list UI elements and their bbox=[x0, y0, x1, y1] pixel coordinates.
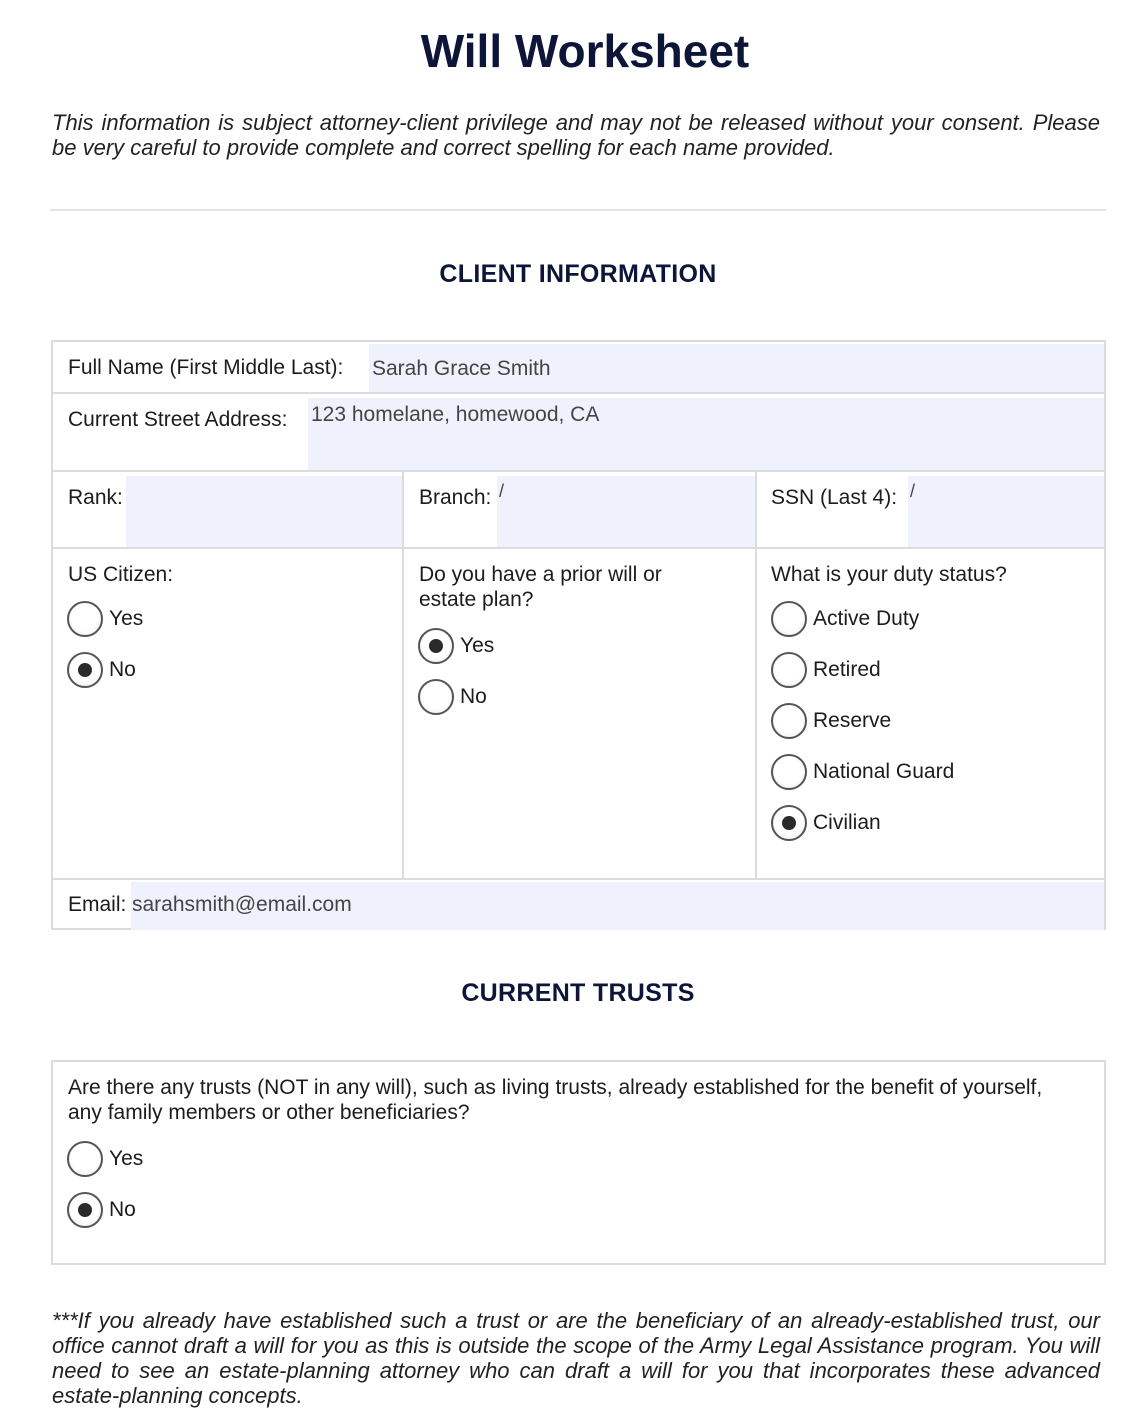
trusts-question: Are there any trusts (NOT in any will), such as living trusts, already established for the benefit of yourself, any family members or other beneficiaries? bbox=[68, 1076, 1043, 1124]
trusts-yes-label: Yes bbox=[109, 1147, 144, 1170]
current-trusts-heading: CURRENT TRUSTS bbox=[461, 979, 695, 1007]
rank-label: Rank: bbox=[68, 486, 123, 509]
duty-reserve-label: Reserve bbox=[813, 709, 892, 732]
divider bbox=[50, 209, 1106, 211]
citizen-no-radio[interactable] bbox=[67, 650, 136, 690]
radio-circle-icon bbox=[771, 601, 807, 637]
citizen-yes-radio[interactable] bbox=[67, 599, 143, 639]
radio-selected-icon bbox=[67, 1192, 103, 1228]
rank-cell bbox=[53, 472, 404, 547]
intro-text: This information is subject attorney-client privilege and may not be released without your consent. Please be very careful to provide complete and correct spelling for each name provided. bbox=[52, 110, 1100, 160]
radio-circle-icon bbox=[771, 703, 807, 739]
duty-status-cell bbox=[757, 549, 1104, 878]
prior-will-cell bbox=[404, 549, 757, 878]
email-label: Email: bbox=[68, 893, 127, 916]
duty-national-guard-radio[interactable] bbox=[771, 752, 954, 792]
full-name-value: Sarah Grace Smith bbox=[372, 357, 551, 380]
duty-status-label: What is your duty status? bbox=[771, 563, 1007, 586]
duty-reserve-radio[interactable] bbox=[771, 701, 891, 741]
duty-active-label: Active Duty bbox=[813, 607, 920, 630]
radio-circle-icon bbox=[418, 679, 454, 715]
radio-selected-icon bbox=[771, 805, 807, 841]
branch-value: / bbox=[499, 481, 505, 501]
address-label: Current Street Address: bbox=[68, 408, 288, 431]
branch-cell bbox=[404, 472, 757, 547]
client-information-box bbox=[51, 340, 1106, 930]
rank-branch-ssn-row bbox=[53, 472, 1104, 549]
citizen-cell bbox=[53, 549, 404, 878]
full-name-input[interactable] bbox=[369, 344, 1104, 392]
prior-will-no-radio[interactable] bbox=[418, 677, 487, 717]
prior-will-yes-label: Yes bbox=[460, 634, 495, 657]
page-title: Will Worksheet bbox=[420, 25, 750, 77]
trusts-no-radio[interactable] bbox=[67, 1190, 136, 1230]
branch-input[interactable] bbox=[497, 476, 755, 547]
radio-circle-icon bbox=[67, 601, 103, 637]
full-name-label: Full Name (First Middle Last): bbox=[68, 356, 344, 379]
email-row bbox=[53, 880, 1104, 930]
radio-groups-row bbox=[53, 549, 1104, 880]
ssn-value: / bbox=[910, 481, 916, 501]
trusts-yes-radio[interactable] bbox=[67, 1139, 143, 1179]
citizen-no-label: No bbox=[109, 658, 136, 681]
full-name-row bbox=[53, 342, 1104, 394]
radio-circle-icon bbox=[771, 652, 807, 688]
prior-will-label: Do you have a prior will or estate plan? bbox=[419, 563, 662, 611]
ssn-label: SSN (Last 4): bbox=[771, 486, 898, 509]
rank-input[interactable] bbox=[126, 476, 402, 547]
duty-active-radio[interactable] bbox=[771, 599, 919, 639]
ssn-cell bbox=[757, 472, 1104, 547]
current-trusts-box bbox=[51, 1060, 1106, 1265]
duty-civilian-label: Civilian bbox=[813, 811, 881, 834]
address-value: 123 homelane, homewood, CA bbox=[311, 403, 600, 426]
email-value: sarahsmith@email.com bbox=[132, 893, 352, 916]
citizen-yes-label: Yes bbox=[109, 607, 144, 630]
prior-will-no-label: No bbox=[460, 685, 487, 708]
duty-national-guard-label: National Guard bbox=[813, 760, 955, 783]
duty-retired-label: Retired bbox=[813, 658, 881, 681]
client-information-heading: CLIENT INFORMATION bbox=[439, 260, 717, 288]
address-input[interactable] bbox=[308, 398, 1104, 470]
radio-circle-icon bbox=[67, 1141, 103, 1177]
trusts-no-label: No bbox=[109, 1198, 136, 1221]
ssn-input[interactable] bbox=[908, 476, 1104, 547]
radio-selected-icon bbox=[67, 652, 103, 688]
footnote-text: ***If you already have established such a trust or are the beneficiary of an already-established trust, our office cannot draft a will for you as this is outside the scope of the Army Legal Assistance program. You will need to see an estate-planning attorney who can draft a will for you that incorporates these advanced estate-planning concepts. bbox=[52, 1308, 1100, 1408]
email-input[interactable] bbox=[131, 882, 1104, 930]
duty-retired-radio[interactable] bbox=[771, 650, 881, 690]
prior-will-yes-radio[interactable] bbox=[418, 626, 494, 666]
duty-civilian-radio[interactable] bbox=[771, 803, 881, 843]
citizen-label: US Citizen: bbox=[68, 563, 174, 586]
radio-selected-icon bbox=[418, 628, 454, 664]
radio-circle-icon bbox=[771, 754, 807, 790]
branch-label: Branch: bbox=[419, 486, 492, 509]
address-row bbox=[53, 394, 1104, 472]
